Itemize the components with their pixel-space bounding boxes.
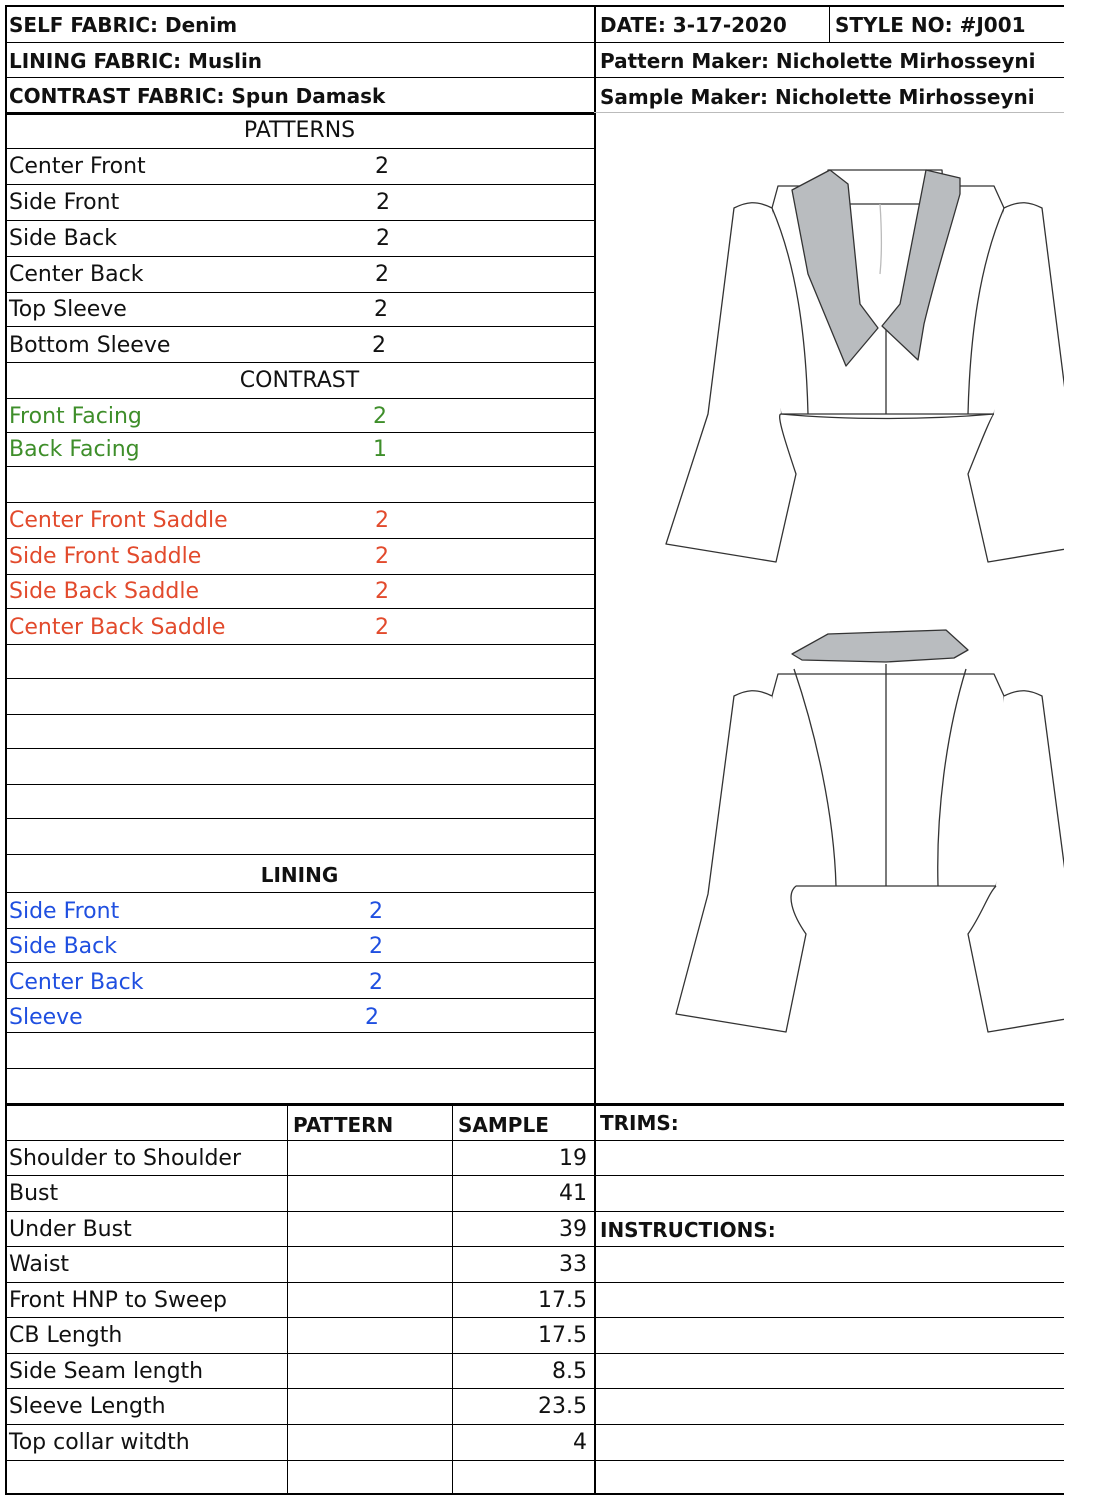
pattern-qty: 2	[372, 333, 386, 358]
pattern-name: Top Sleeve	[9, 297, 127, 322]
pattern-name: Center Front	[9, 154, 146, 179]
lining-name: Side Back	[9, 934, 117, 959]
contrast-saddle-name: Center Back Saddle	[9, 615, 226, 640]
pattern-qty: 2	[374, 297, 388, 322]
jacket-back-sketch	[676, 664, 1064, 1032]
contrast-saddle-qty: 2	[375, 579, 389, 604]
measurement-label: Side Seam length	[9, 1359, 204, 1384]
contrast-saddle-qty: 2	[375, 615, 389, 640]
pattern-name: Side Back	[9, 226, 117, 251]
lining-heading: LINING	[260, 863, 339, 887]
measurement-label: Bust	[9, 1181, 59, 1206]
pattern-qty: 2	[376, 226, 390, 251]
contrast-saddle-name: Center Front Saddle	[9, 508, 228, 533]
lining-qty: 2	[369, 934, 383, 959]
measurement-sample: 4	[573, 1430, 587, 1455]
pattern-qty: 2	[375, 262, 389, 287]
lining-name: Sleeve	[9, 1005, 83, 1030]
measurement-label: Front HNP to Sweep	[9, 1288, 227, 1313]
measurement-sample: 8.5	[552, 1359, 587, 1384]
instructions-label: INSTRUCTIONS:	[600, 1218, 776, 1242]
contrast-saddle-qty: 2	[375, 508, 389, 533]
contrast-heading: CONTRAST	[239, 368, 360, 393]
sample-maker-label: Sample Maker: Nicholette Mirhosseyni	[600, 85, 1035, 109]
measurement-sample: 39	[559, 1217, 587, 1242]
style-number-label: STYLE NO: #J001	[835, 13, 1026, 37]
measurement-label: Top collar witdth	[9, 1430, 190, 1455]
jacket-front-sketch	[666, 170, 1064, 562]
contrast-facing-qty: 2	[373, 404, 387, 429]
pattern-name: Side Front	[9, 190, 120, 215]
contrast-saddle-name: Side Back Saddle	[9, 579, 199, 604]
contrast-saddle-name: Side Front Saddle	[9, 544, 202, 569]
jacket-technical-sketches	[596, 114, 1064, 1102]
pattern-name: Bottom Sleeve	[9, 333, 171, 358]
trims-label: TRIMS:	[600, 1111, 679, 1135]
lining-fabric-label: LINING FABRIC: Muslin	[9, 49, 263, 73]
contrast-fabric-label: CONTRAST FABRIC: Spun Damask	[9, 84, 386, 108]
measurement-sample: 17.5	[538, 1288, 587, 1313]
pattern-maker-label: Pattern Maker: Nicholette Mirhosseyni	[600, 49, 1036, 73]
self-fabric-label: SELF FABRIC: Denim	[9, 13, 238, 37]
contrast-facing-name: Back Facing	[9, 437, 140, 462]
lining-name: Side Front	[9, 899, 120, 924]
measurement-sample: 41	[559, 1181, 587, 1206]
measurement-label: Under Bust	[9, 1217, 132, 1242]
date-label: DATE: 3-17-2020	[600, 13, 787, 37]
pattern-qty: 2	[375, 154, 389, 179]
measurement-label: Shoulder to Shoulder	[9, 1146, 242, 1171]
measurement-label: CB Length	[9, 1323, 123, 1348]
sample-column-header: SAMPLE	[458, 1113, 549, 1137]
measurement-label: Waist	[9, 1252, 70, 1277]
measurement-sample: 33	[559, 1252, 587, 1277]
pattern-column-header: PATTERN	[293, 1113, 394, 1137]
contrast-facing-name: Front Facing	[9, 404, 142, 429]
measurement-sample: 23.5	[538, 1394, 587, 1419]
measurement-sample: 19	[559, 1146, 587, 1171]
lining-name: Center Back	[9, 970, 144, 995]
patterns-heading: PATTERNS	[243, 118, 356, 143]
measurement-label: Sleeve Length	[9, 1394, 166, 1419]
lining-qty: 2	[369, 899, 383, 924]
lining-qty: 2	[369, 970, 383, 995]
lining-qty: 2	[365, 1005, 379, 1030]
jacket-back-collar	[792, 630, 968, 662]
measurement-sample: 17.5	[538, 1323, 587, 1348]
contrast-facing-qty: 1	[373, 437, 387, 462]
pattern-name: Center Back	[9, 262, 144, 287]
contrast-saddle-qty: 2	[375, 544, 389, 569]
pattern-qty: 2	[376, 190, 390, 215]
